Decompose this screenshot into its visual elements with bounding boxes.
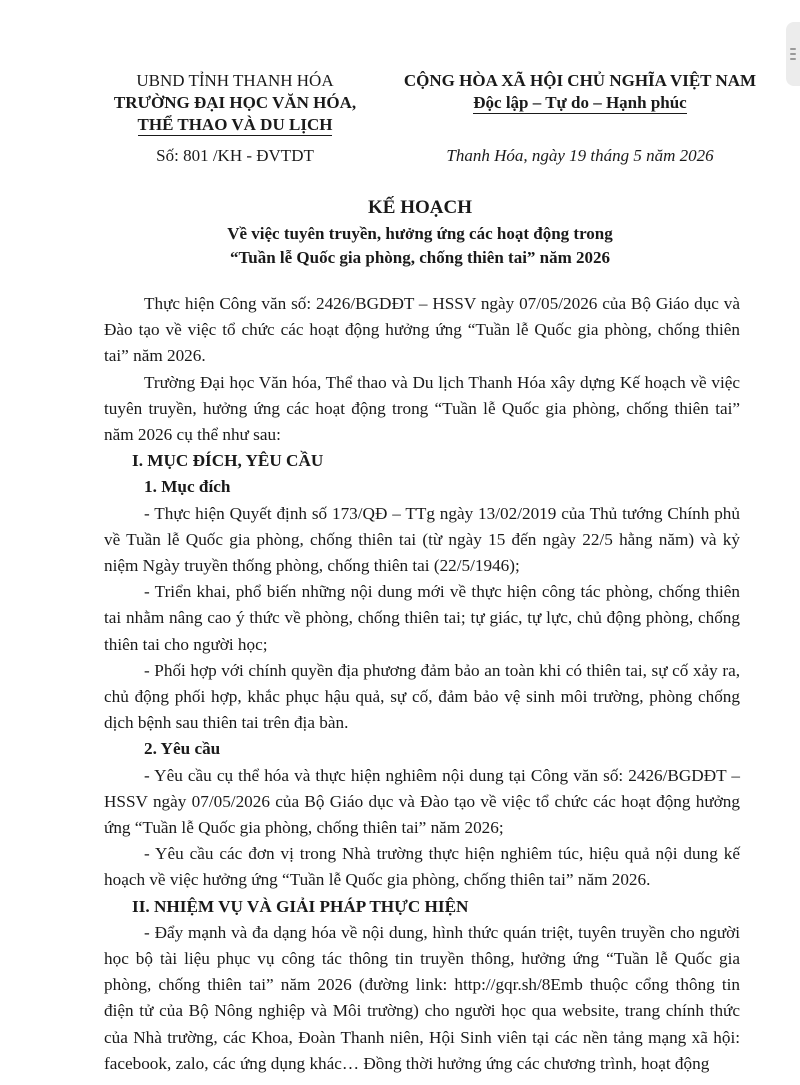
document-title	[100, 194, 740, 270]
grip-line-icon	[790, 53, 796, 55]
section-heading: I. MỤC ĐÍCH, YÊU CẦU	[132, 451, 324, 471]
section-heading: II. NHIỆM VỤ VÀ GIẢI PHÁP THỰC HIỆN	[132, 896, 469, 916]
issuer-header	[95, 70, 375, 136]
document-date: Thanh Hóa, ngày 19 tháng 5 năm 2026	[446, 146, 714, 165]
paragraph: Trường Đại học Văn hóa, Thể thao và Du lịch Thanh Hóa xây dựng Kế hoạch về việc tuyên truyền, hưởng ứng các hoạt động trong “Tuần lễ Quốc gia phòng, chống thiên tai” năm 2026 cụ thể như sau:	[104, 372, 740, 445]
grip-line-icon	[790, 58, 796, 60]
national-header	[385, 70, 775, 114]
issuer-authority: UBND TỈNH THANH HÓA	[136, 71, 334, 90]
subsection-heading: 2. Yêu cầu	[144, 739, 221, 759]
issuer-name-line2: THỂ THAO VÀ DU LỊCH	[137, 115, 333, 134]
title-sub-1: Về việc tuyên truyền, hưởng ứng các hoạt động trong	[227, 224, 613, 243]
paragraph: - Yêu cầu cụ thể hóa và thực hiện nghiêm nội dung tại Công văn số: 2426/BGDĐT – HSSV ngày 07/05/2026 của Bộ Giáo dục và Đào tạo về việc tổ chức các hoạt động hưởng ứng “Tuần lễ Quốc gia phòng, chống thiên tai” năm 2026;	[104, 765, 740, 838]
document-number: Số: 801 /KH - ĐVTDT	[156, 146, 314, 165]
title-sub-2: “Tuần lễ Quốc gia phòng, chống thiên tai” năm 2026	[229, 248, 611, 267]
document-body	[104, 291, 740, 1077]
subsection-heading: 1. Mục đích	[144, 477, 231, 497]
paragraph: - Phối hợp với chính quyền địa phương đảm bảo an toàn khi có thiên tai, sự cố xảy ra, chủ động phối hợp, khắc phục hậu quả, sự cố, đảm bảo vệ sinh môi trường, phòng chống dịch bệnh sau thiên tai trên địa bàn.	[104, 660, 740, 733]
paragraph: Thực hiện Công văn số: 2426/BGDĐT – HSSV ngày 07/05/2026 của Bộ Giáo dục và Đào tạo về việc tổ chức các hoạt động hưởng ứng “Tuần lễ Quốc gia phòng, chống thiên tai” năm 2026.	[104, 294, 740, 366]
issuer-name-line1: TRƯỜNG ĐẠI HỌC VĂN HÓA,	[113, 93, 357, 112]
title-main: KẾ HOẠCH	[368, 197, 472, 218]
scroll-handle[interactable]	[786, 22, 800, 86]
paragraph: - Thực hiện Quyết định số 173/QĐ – TTg ngày 13/02/2019 của Thủ tướng Chính phủ về Tuần lễ Quốc gia phòng, chống thiên tai (từ ngày 15 đến ngày 22/5 hằng năm) và kỷ niệm Ngày truyền thống phòng, chống thiên tai (22/5/1946);	[104, 503, 740, 576]
paragraph: - Đẩy mạnh và đa dạng hóa về nội dung, hình thức quán triệt, tuyên truyền cho người học bộ tài liệu phục vụ công tác thông tin truyền thông, hưởng ứng “Tuần lễ Quốc gia phòng, chống thiên tai” năm 2026 (đường link: http://gqr.sh/8Emb thuộc cổng thông tin điện tử của Bộ Nông nghiệp và Môi trường) cho người học qua website, trang chính thức của Nhà trường, các Khoa, Đoàn Thanh niên, Hội Sinh viên tại các nền tảng mạng xã hội: facebook, zalo, các ứng dụng khác… Đồng thời hưởng ứng các chương trình, hoạt động	[104, 922, 740, 1073]
national-motto: Độc lập – Tự do – Hạnh phúc	[473, 93, 687, 112]
paragraph: - Triển khai, phổ biến những nội dung mới về thực hiện công tác phòng, chống thiên tai nhằm nâng cao ý thức về phòng, chống thiên tai; tự giác, tự lực, chủ động phòng, chống thiên tai cho người học;	[104, 582, 740, 654]
grip-line-icon	[790, 48, 796, 50]
paragraph: - Yêu cầu các đơn vị trong Nhà trường thực hiện nghiêm túc, hiệu quả nội dung kế hoạch về việc hưởng ứng “Tuần lễ Quốc gia phòng, chống thiên tai” năm 2026.	[104, 844, 740, 890]
national-title: CỘNG HÒA XÃ HỘI CHỦ NGHĨA VIỆT NAM	[403, 71, 757, 90]
